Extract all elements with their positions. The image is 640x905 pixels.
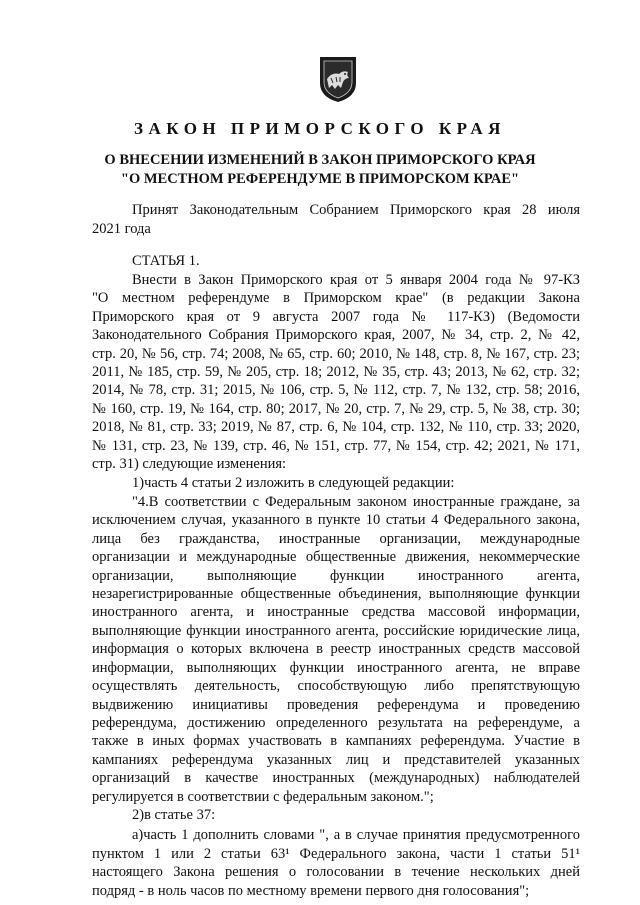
amendment-item-2a-line: подряд - в ноль часов по местному времени первого дня голосования"; xyxy=(92,882,530,899)
quote-line: выдвижению инициативы проведения референдума и проведению xyxy=(92,696,580,713)
amendment-item-2a: а)часть 1 дополнить словами ", а в случае принятия предусмотренного xyxy=(132,827,580,844)
quote-line: организации и международные общественные движения, некоммерческие xyxy=(92,549,580,566)
article-text-line: Законодательного Собрания Приморского края, 2007, № 34, стр. 2, № 42, xyxy=(92,327,580,344)
amendment-item-2a-line: настоящего Закона решения о голосовании в течение нескольких дней xyxy=(92,864,580,881)
article-text-line: стр. 31) следующие изменения: xyxy=(92,456,287,473)
quote-line: выполняющие функции иностранного агента, российские юридические лица, xyxy=(92,622,580,639)
amendment-item-1: 1)часть 4 статьи 2 изложить в следующей редакции: xyxy=(132,474,455,491)
article-text-line: Приморского края от 9 августа 2007 года № 117-КЗ) (Ведомости xyxy=(92,308,580,325)
article-text-line: № 160, стр. 19, № 164, стр. 80; 2017, № 20, стр. 7, № 29, стр. 5, № 38, стр. 30; xyxy=(92,400,580,417)
article-text-line: стр. 20, № 56, стр. 74; 2008, № 65, стр. 60; 2010, № 148, стр. 8, № 167, стр. 23; xyxy=(92,345,580,362)
article-text-line: № 131, стр. 23, № 139, стр. 46, № 151, стр. 77, № 154, стр. 42; 2021, № 171, xyxy=(92,437,580,454)
article-text-line: "О местном референдуме в Приморском крае" (в редакции Закона xyxy=(92,290,580,307)
article-heading: СТАТЬЯ 1. xyxy=(132,252,200,269)
quote-line: "4.В соответствии с Федеральным законом иностранные граждане, за xyxy=(132,493,580,510)
article-text-line: 2018, № 81, стр. 33; 2019, № 87, стр. 6, № 104, стр. 132, № 110, стр. 33; 2020, xyxy=(92,419,580,436)
quote-line: иностранного агента, и иностранные средства массовой информации, xyxy=(92,604,580,621)
law-subtitle-line1: О ВНЕСЕНИИ ИЗМЕНЕНИЙ В ЗАКОН ПРИМОРСКОГО КРАЯ xyxy=(104,152,536,168)
quote-line: регулируется в соответствии с федеральным законом."; xyxy=(92,788,434,805)
quote-line: незарегистрированные общественные объединения, выполняющие функции xyxy=(92,586,580,603)
quote-line: референдума, достижению определенного результата на референдуме, а xyxy=(92,714,580,731)
quote-line: лица без гражданства, иностранные организации, международные xyxy=(92,530,580,547)
quote-line: организаций в качестве иностранных (международных) наблюдателей xyxy=(92,770,580,787)
adopted-line1: Принят Законодательным Собранием Приморского края 28 июля xyxy=(132,202,580,218)
quote-line: информация о которых включена в реестр иностранных средств массовой xyxy=(92,641,580,658)
quote-line: также в иных формах участвовать в кампаниях референдума. Участие в xyxy=(92,733,580,750)
quote-line: осуществлять деятельность, способствующую либо препятствующую xyxy=(92,678,580,695)
adopted-line2: 2021 года xyxy=(92,221,151,237)
quote-line: организации, выполняющие функции иностранного агента, xyxy=(92,567,580,584)
quote-line: кампаниях референдума указанных лиц и представителей указанных xyxy=(92,751,580,768)
article-text-line: Внести в Закон Приморского края от 5 января 2004 года № 97-КЗ xyxy=(132,272,580,288)
amendment-item-2: 2)в статье 37: xyxy=(132,806,216,823)
quote-line: исключением случая, указанного в пункте 10 статьи 4 Федерального закона, xyxy=(92,512,580,529)
article-text-line: 2014, № 78, стр. 31; 2015, № 106, стр. 5, № 112, стр. 7, № 132, стр. 58; 2016, xyxy=(92,382,580,399)
amendment-item-2a-line: пунктом 1 или 2 статьи 63¹ Федерального закона, части 1 статьи 51¹ xyxy=(92,845,580,862)
law-title: ЗАКОН ПРИМОРСКОГО КРАЯ xyxy=(134,119,506,138)
quote-line: информации, выполняющих функции иностранного агента, не вправе xyxy=(92,659,580,676)
law-subtitle-line2: "О МЕСТНОМ РЕФЕРЕНДУМЕ В ПРИМОРСКОМ КРАЕ" xyxy=(120,171,520,187)
coat-of-arms-tiger-icon xyxy=(318,55,358,103)
article-text-line: 2011, № 185, стр. 59, № 205, стр. 18; 2012, № 35, стр. 43; 2013, № 62, стр. 32; xyxy=(92,364,580,381)
